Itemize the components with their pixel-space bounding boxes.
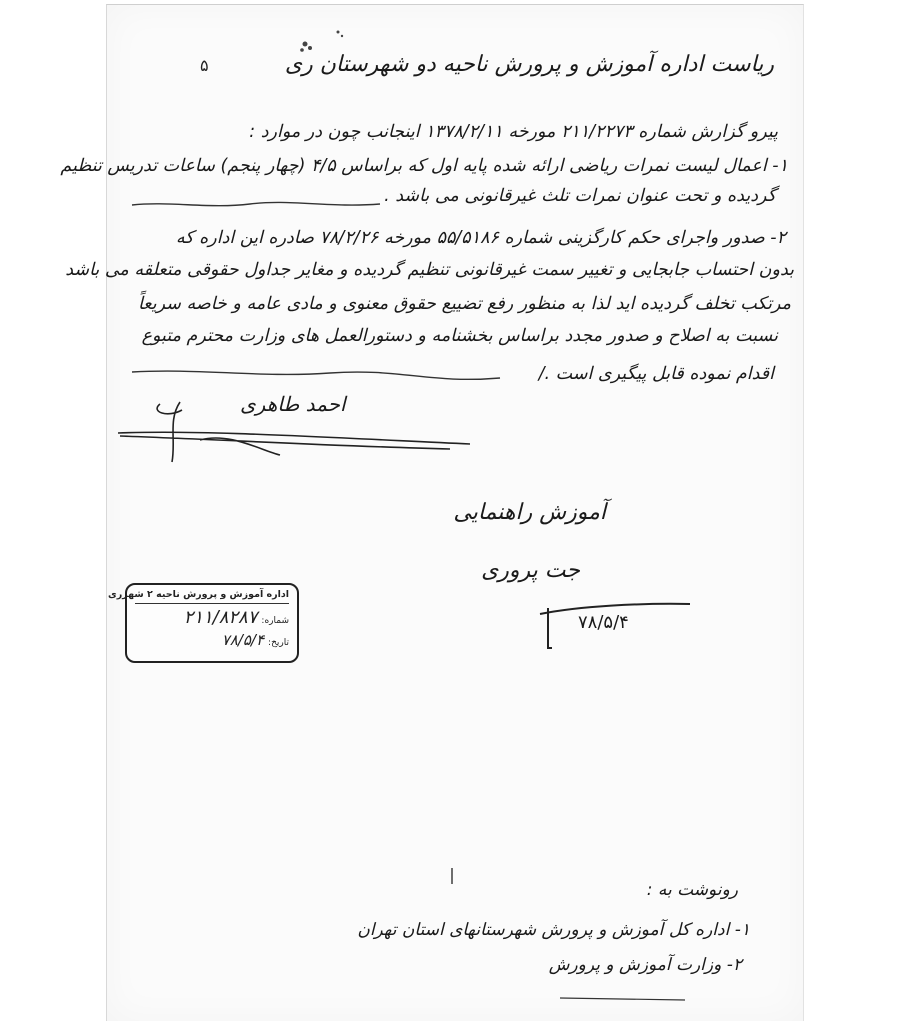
stamp-date-label: تاریخ: [268,638,289,648]
letter-heading: ریاست اداره آموزش و پرورش ناحیه دو شهرستان ری [284,52,774,77]
stamp-number-row [135,607,289,628]
stamp-number-value: ۲۱۱/۸۲۸۷ [183,607,258,628]
body-line-3: گردیده و تحت عنوان نمرات تلث غیرقانونی می باشد . [384,186,776,206]
page-number: ۵ [200,56,209,75]
copies-title: رونوشت به : [646,880,738,900]
signature-name: احمد طاهری [240,392,346,416]
recipient-sub: جت پروری [481,558,580,583]
recipient-note: آموزش راهنمایی [453,500,606,525]
stamp-date-row [135,631,289,649]
copy-item-2: ۲- وزارت آموزش و پرورش [548,955,742,975]
body-line-7: نسبت به اصلاح و صدور مجدد براساس بخشنامه و دستورالعمل های وزارت محترم متبوع [141,326,778,346]
body-line-6: مرتکب تخلف گردیده اید لذا به منظور رفع تضییع حقوق معنوی و مادی عامه و خاصه سریعاً [137,294,791,314]
body-line-1: پیرو گزارش شماره ۲۱۱/۲۲۷۳ مورخه ۱۳۷۸/۲/۱۱ اینجانب چون در موارد : [249,122,778,142]
body-line-4: ۲- صدور واجرای حکم کارگزینی شماره ۵۵/۵۱۸۶ مورخه ۷۸/۲/۲۶ صادره این اداره که [175,228,786,248]
stamp-date-value: ۷۸/۵/۴ [221,631,265,649]
body-line-2: ۱- اعمال لیست نمرات ریاضی ارائه شده پایه اول که براساس ۴/۵ (چهار پنجم) ساعات تدریس تنظیم [60,156,788,176]
reference-date: ۷۸/۵/۴ [578,612,629,633]
stamp-number-label: شماره: [261,616,289,626]
office-stamp [108,583,299,663]
body-line-8: اقدام نموده قابل پیگیری است ./ [538,364,774,384]
body-line-5: بدون احتساب جابجایی و تغییر سمت غیرقانونی تنظیم گردیده و مغایر جداول حقوقی متعلقه می باشد [65,260,794,280]
copy-item-1: ۱- اداره کل آموزش و پرورش شهرستانهای استان تهران [357,920,750,940]
stamp-title: اداره آموزش و پرورش ناحیه ۲ شهرری [135,589,289,604]
